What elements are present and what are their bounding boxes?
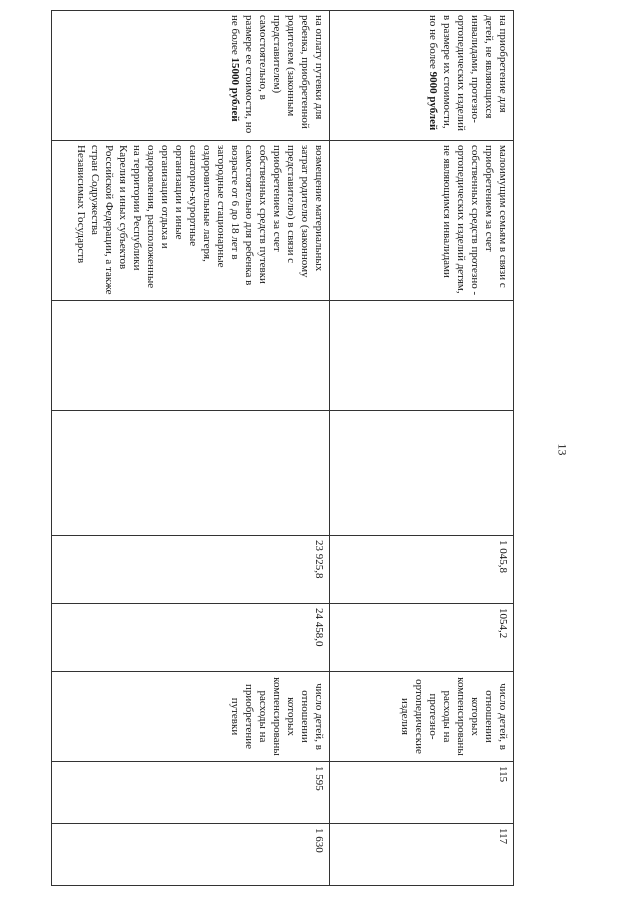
count-cell: 1 595 xyxy=(52,762,330,824)
value-cell: 1 045,8 xyxy=(330,536,514,604)
count-cell: 117 xyxy=(330,824,514,886)
table-row xyxy=(330,11,514,886)
empty-cell xyxy=(52,411,330,536)
value-cell: 1054,2 xyxy=(330,604,514,672)
value-cell: 24 458,0 xyxy=(52,604,330,672)
measures-table xyxy=(51,10,514,886)
measure-name-cell: на оплату путевки для ребенка, приобретенной родителем (законным представителем) самостоятельно, в размере ее стоимости, но не более 15000 рублей xyxy=(52,11,330,141)
empty-cell xyxy=(330,301,514,411)
table-row xyxy=(52,11,330,886)
count-cell: 1 630 xyxy=(52,824,330,886)
indicator-cell: число детей, в отношении которых компенсированы расходы на приобретение путевки xyxy=(52,672,330,762)
empty-cell xyxy=(52,301,330,411)
indicator-cell: число детей, в отношении которых компенсированы расходы на протезно-ортопедические изделия xyxy=(330,672,514,762)
page-number: 13 xyxy=(555,443,570,456)
measure-name-cell: на приобретение для детей, не являющихся инвалидами, протезно-ортопедических изделий в размере их стоимости, но не более 9000 рублей xyxy=(330,11,514,141)
measure-description-cell: малоимущим семьям в связи с приобретением за счет собственных средств протезно - ортопедических изделий детям, не являющимся инвалидами xyxy=(330,141,514,301)
rotated-table-wrapper xyxy=(52,10,514,885)
value-cell: 23 925,8 xyxy=(52,536,330,604)
count-cell: 115 xyxy=(330,762,514,824)
measure-description-cell: возмещение материальных затрат родителю (законному представителю) в связи с приобретением за счет собственных средств путевки самостоятельно для ребенка в возрасте от 6 до 18 лет в загородные стационарные оздоровительные лагеря, санаторно-курортные организации и иные организации отдыха и оздоровления, расположенные на территории Республики Карелия и иных субъектов Российской Федерации, а также стран Содружества Независимых Государств xyxy=(52,141,330,301)
empty-cell xyxy=(330,411,514,536)
